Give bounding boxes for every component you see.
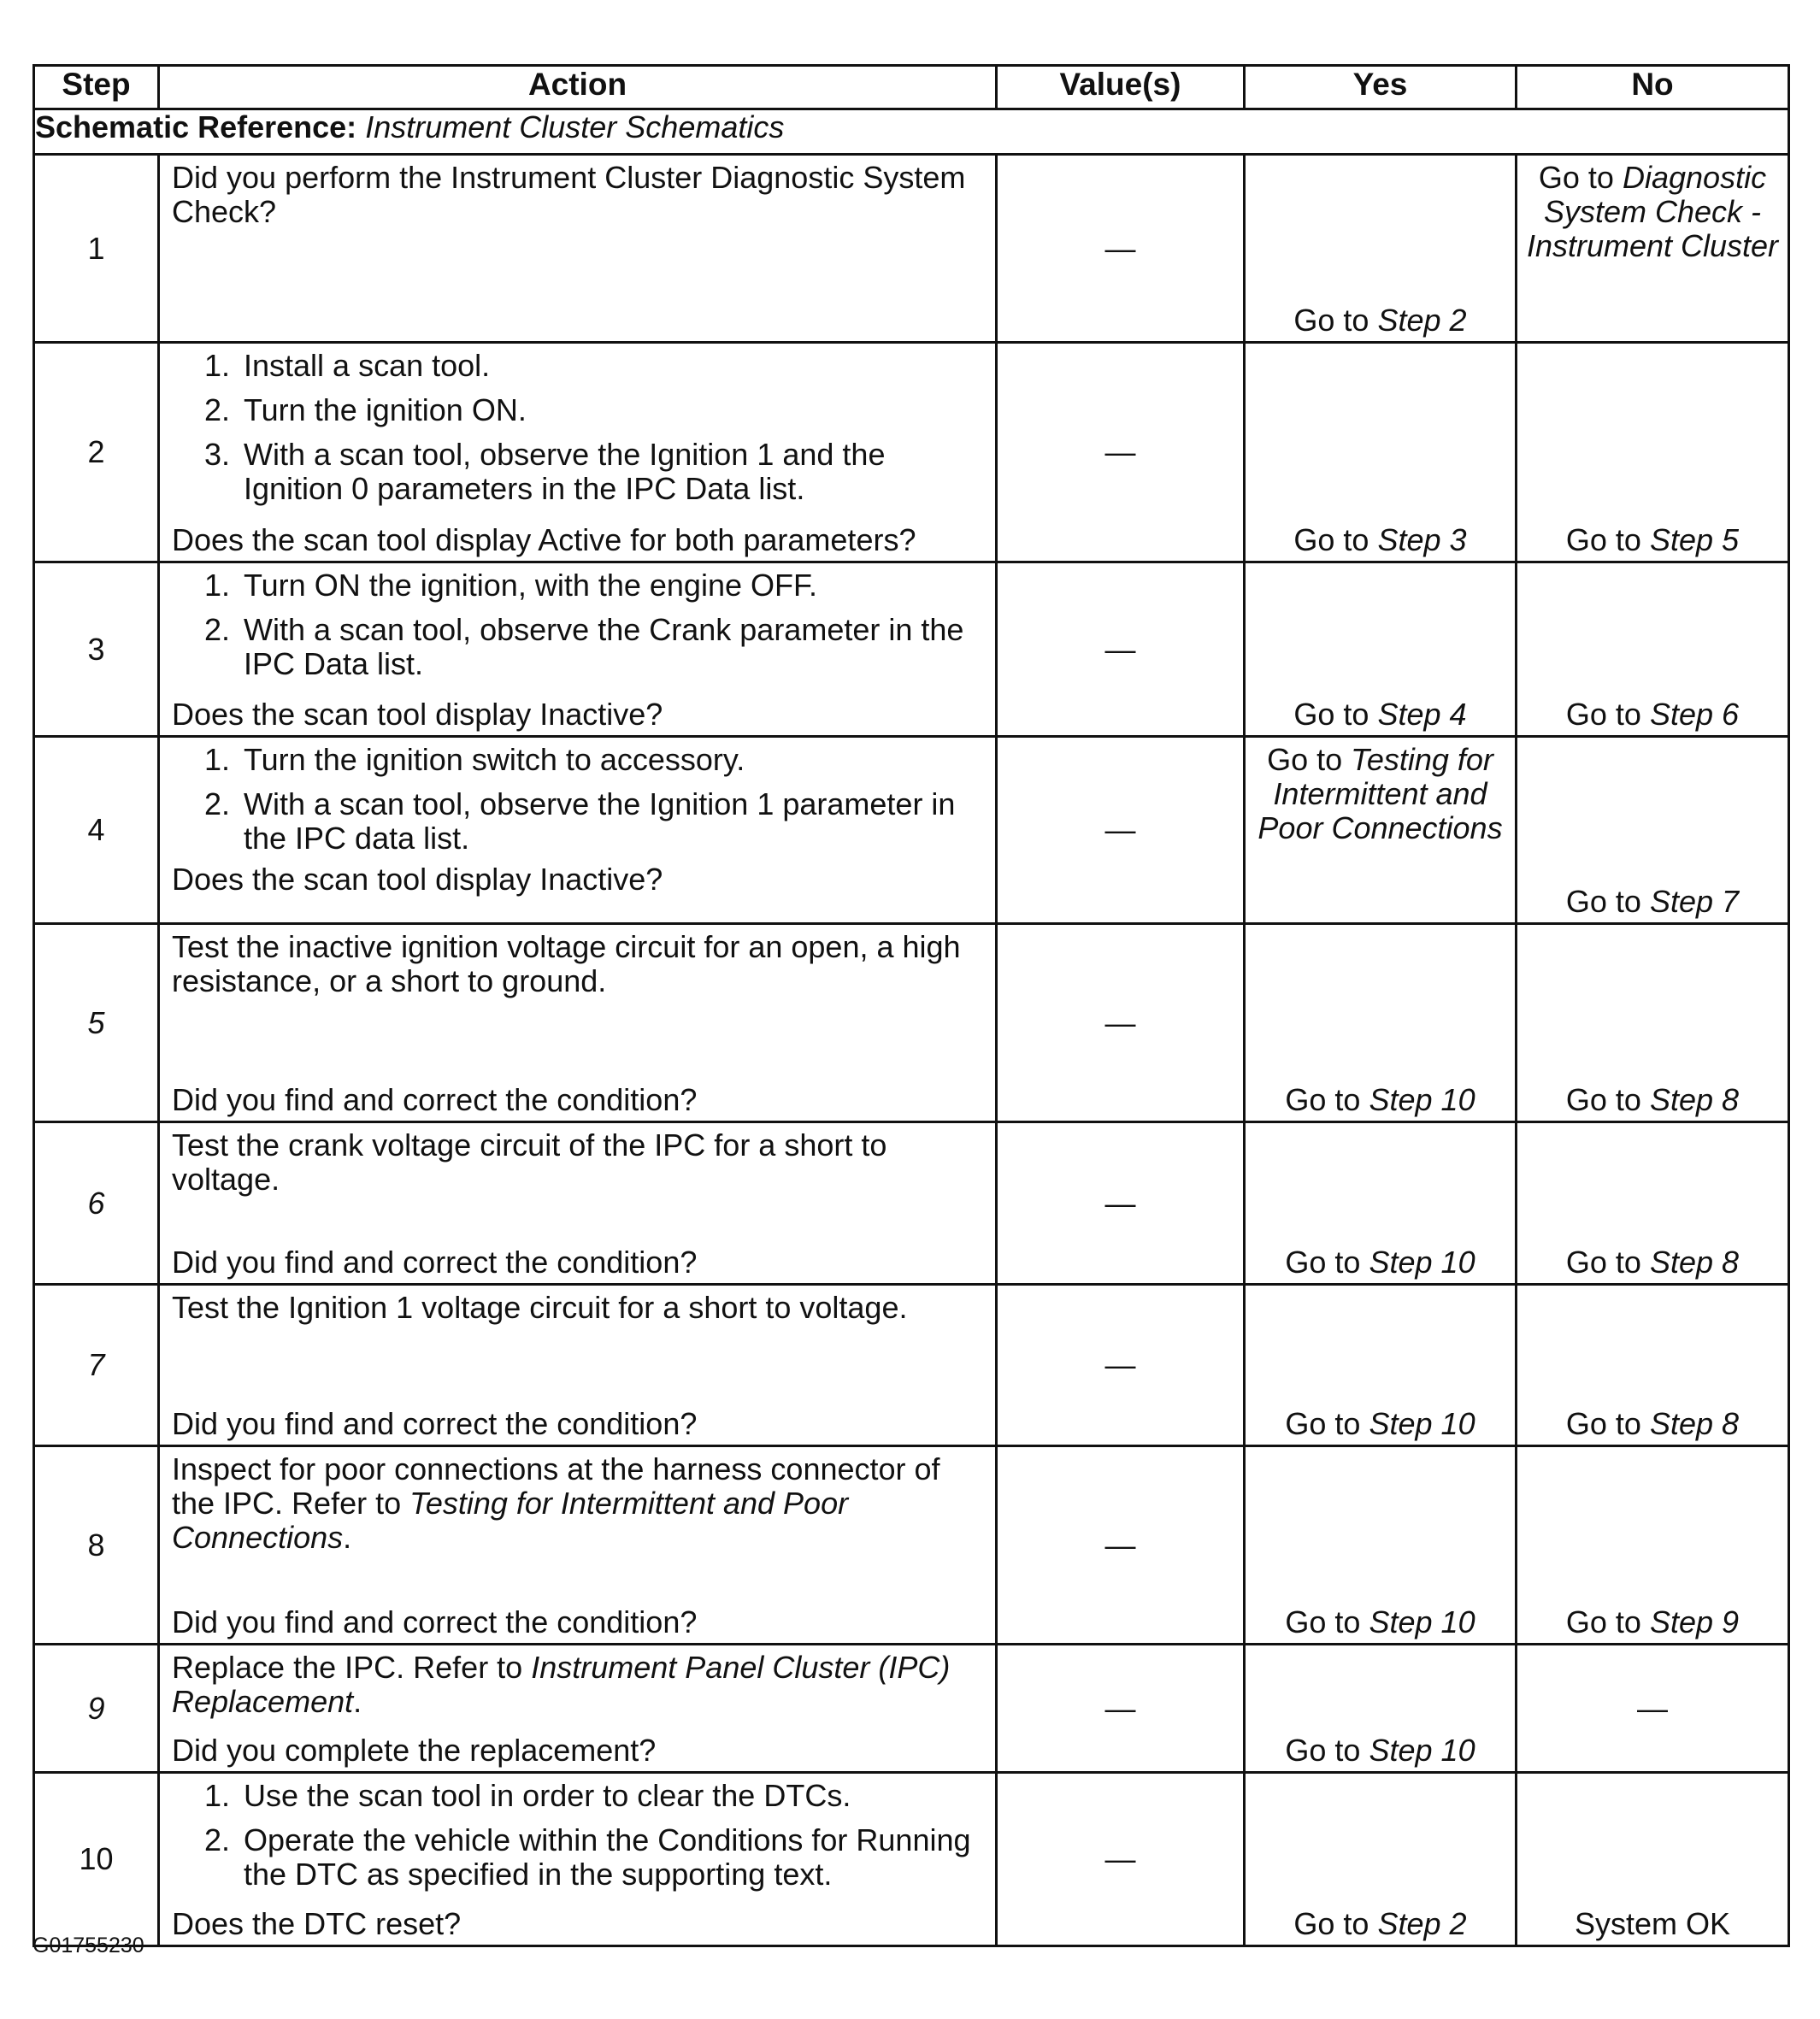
no-cell bbox=[1517, 1446, 1789, 1645]
no-result: System OK bbox=[1574, 1906, 1731, 1941]
value-dash: — bbox=[997, 562, 1245, 737]
yes-link[interactable]: Step 10 bbox=[1369, 1082, 1475, 1117]
yes-cell bbox=[1245, 155, 1517, 343]
table-row bbox=[34, 1285, 1789, 1446]
action-cell bbox=[159, 155, 997, 343]
schematic-reference-link[interactable]: Instrument Cluster Schematics bbox=[365, 109, 785, 144]
step-number: 3 bbox=[34, 562, 159, 737]
no-link[interactable]: Step 6 bbox=[1649, 697, 1740, 732]
action-list bbox=[172, 1779, 983, 1898]
no-prefix: Go to bbox=[1565, 884, 1641, 919]
no-prefix: Go to bbox=[1565, 1406, 1641, 1441]
step-number: 10 bbox=[34, 1773, 159, 1946]
yes-link[interactable]: Step 10 bbox=[1369, 1604, 1475, 1639]
header-yes: Yes bbox=[1245, 66, 1517, 109]
yes-prefix: Go to bbox=[1285, 1604, 1361, 1639]
step-number: 2 bbox=[34, 343, 159, 562]
yes-prefix: Go to bbox=[1293, 303, 1369, 338]
yes-prefix: Go to bbox=[1285, 1733, 1361, 1768]
figure-code: G01755230 bbox=[32, 1934, 144, 1957]
action-question: Did you find and correct the condition? bbox=[172, 1406, 698, 1441]
no-link[interactable]: Step 5 bbox=[1649, 522, 1740, 557]
step-number: 7 bbox=[34, 1285, 159, 1446]
action-question: Does the scan tool display Inactive? bbox=[172, 697, 663, 732]
yes-prefix: Go to bbox=[1285, 1245, 1361, 1280]
value-dash: — bbox=[997, 924, 1245, 1122]
yes-link[interactable]: Testing for Intermittent and Poor Connections bbox=[1258, 742, 1503, 845]
no-link[interactable]: Step 8 bbox=[1649, 1245, 1740, 1280]
yes-cell bbox=[1245, 1122, 1517, 1285]
value-dash: — bbox=[997, 737, 1245, 924]
action-question: Did you find and correct the condition? bbox=[172, 1245, 698, 1280]
table-row bbox=[34, 1645, 1789, 1773]
action-list-item: 2. Operate the vehicle within the Conditions for Running the DTC as specified in the supporting text. bbox=[239, 1823, 983, 1892]
no-prefix: Go to bbox=[1538, 160, 1614, 195]
no-prefix: Go to bbox=[1565, 1604, 1641, 1639]
no-prefix: Go to bbox=[1565, 1082, 1641, 1117]
no-link[interactable]: Diagnostic System Check - Instrument Cluster bbox=[1526, 160, 1779, 263]
value-dash: — bbox=[997, 1122, 1245, 1285]
value-dash: — bbox=[997, 155, 1245, 343]
action-ref-link[interactable]: Testing for Intermittent and Poor Connections bbox=[172, 1486, 849, 1555]
action-text-pre: Replace the IPC. Refer to bbox=[172, 1650, 523, 1685]
value-dash: — bbox=[997, 1285, 1245, 1446]
table-row bbox=[34, 1446, 1789, 1645]
action-question: Does the DTC reset? bbox=[172, 1906, 462, 1941]
action-list-item: 1. Turn the ignition switch to accessory. bbox=[239, 743, 983, 777]
action-question: Did you find and correct the condition? bbox=[172, 1082, 698, 1117]
yes-cell bbox=[1245, 562, 1517, 737]
action-list-item: 1. Use the scan tool in order to clear the DTCs. bbox=[239, 1779, 983, 1813]
no-prefix: Go to bbox=[1565, 1245, 1641, 1280]
header-step: Step bbox=[34, 66, 159, 109]
yes-cell bbox=[1245, 343, 1517, 562]
table-row bbox=[34, 924, 1789, 1122]
action-question: Does the scan tool display Active for both parameters? bbox=[172, 522, 916, 557]
action-cell bbox=[159, 1285, 997, 1446]
yes-prefix: Go to bbox=[1293, 1906, 1369, 1941]
no-cell bbox=[1517, 1285, 1789, 1446]
yes-link[interactable]: Step 4 bbox=[1377, 697, 1467, 732]
yes-link[interactable]: Step 2 bbox=[1377, 303, 1467, 338]
action-list bbox=[172, 349, 983, 513]
action-text-post: . bbox=[343, 1520, 352, 1555]
no-cell bbox=[1517, 562, 1789, 737]
header-action: Action bbox=[159, 66, 997, 109]
schematic-reference-label: Schematic Reference: bbox=[35, 109, 357, 144]
header-no: No bbox=[1517, 66, 1789, 109]
action-question: Did you find and correct the condition? bbox=[172, 1604, 698, 1639]
table-row bbox=[34, 1122, 1789, 1285]
action-cell bbox=[159, 924, 997, 1122]
no-link[interactable]: Step 7 bbox=[1649, 884, 1740, 919]
no-cell bbox=[1517, 1122, 1789, 1285]
table-row bbox=[34, 155, 1789, 343]
yes-cell bbox=[1245, 924, 1517, 1122]
action-cell bbox=[159, 737, 997, 924]
no-link[interactable]: Step 8 bbox=[1649, 1406, 1740, 1441]
yes-link[interactable]: Step 10 bbox=[1369, 1406, 1475, 1441]
schematic-reference-row bbox=[34, 109, 1789, 155]
no-prefix: Go to bbox=[1565, 697, 1641, 732]
no-cell bbox=[1517, 1773, 1789, 1946]
action-list-item: 1. Install a scan tool. bbox=[239, 349, 983, 383]
table-row bbox=[34, 737, 1789, 924]
action-text: Test the inactive ignition voltage circuit for an open, a high resistance, or a short to ground. bbox=[172, 929, 961, 998]
action-cell bbox=[159, 1645, 997, 1773]
action-cell bbox=[159, 1122, 997, 1285]
action-text bbox=[172, 1651, 983, 1719]
yes-cell bbox=[1245, 1285, 1517, 1446]
action-list-item: 3. With a scan tool, observe the Ignition 1 and the Ignition 0 parameters in the IPC Data list. bbox=[239, 438, 983, 506]
header-values: Value(s) bbox=[997, 66, 1245, 109]
yes-prefix: Go to bbox=[1293, 522, 1369, 557]
table-row bbox=[34, 343, 1789, 562]
yes-link[interactable]: Step 3 bbox=[1377, 522, 1467, 557]
value-dash: — bbox=[997, 1645, 1245, 1773]
yes-cell bbox=[1245, 1446, 1517, 1645]
step-number: 1 bbox=[34, 155, 159, 343]
no-cell bbox=[1517, 924, 1789, 1122]
no-link[interactable]: Step 8 bbox=[1649, 1082, 1740, 1117]
table-row bbox=[34, 562, 1789, 737]
action-question: Does the scan tool display Inactive? bbox=[172, 862, 663, 897]
step-number: 5 bbox=[34, 924, 159, 1122]
step-number: 4 bbox=[34, 737, 159, 924]
action-list-item: 2. With a scan tool, observe the Ignition 1 parameter in the IPC data list. bbox=[239, 787, 983, 856]
diagnostic-table bbox=[32, 64, 1790, 1947]
no-link[interactable]: Step 9 bbox=[1649, 1604, 1740, 1639]
action-list-item: 1. Turn ON the ignition, with the engine OFF. bbox=[239, 568, 983, 603]
yes-link[interactable]: Step 10 bbox=[1369, 1733, 1475, 1768]
action-text-pre: Inspect for poor connections at the harness connector of the IPC. Refer to bbox=[172, 1451, 940, 1521]
yes-cell bbox=[1245, 1773, 1517, 1946]
no-prefix: Go to bbox=[1565, 522, 1641, 557]
yes-link[interactable]: Step 10 bbox=[1369, 1245, 1475, 1280]
value-dash: — bbox=[997, 1773, 1245, 1946]
value-dash: — bbox=[997, 1446, 1245, 1645]
yes-prefix: Go to bbox=[1267, 742, 1343, 777]
step-number: 6 bbox=[34, 1122, 159, 1285]
action-text bbox=[172, 1452, 983, 1555]
yes-cell bbox=[1245, 1645, 1517, 1773]
action-cell bbox=[159, 1773, 997, 1946]
no-cell bbox=[1517, 737, 1789, 924]
action-text: Test the crank voltage circuit of the IPC for a short to voltage. bbox=[172, 1127, 887, 1197]
table-row bbox=[34, 1773, 1789, 1946]
step-number: 9 bbox=[34, 1645, 159, 1773]
action-list bbox=[172, 568, 983, 688]
action-list-item: 2. With a scan tool, observe the Crank parameter in the IPC Data list. bbox=[239, 613, 983, 681]
no-dash: — bbox=[1637, 1690, 1668, 1726]
action-cell bbox=[159, 343, 997, 562]
yes-prefix: Go to bbox=[1285, 1406, 1361, 1441]
action-cell bbox=[159, 562, 997, 737]
yes-prefix: Go to bbox=[1285, 1082, 1361, 1117]
action-cell bbox=[159, 1446, 997, 1645]
value-dash: — bbox=[997, 343, 1245, 562]
yes-link[interactable]: Step 2 bbox=[1377, 1906, 1467, 1941]
action-text: Test the Ignition 1 voltage circuit for a short to voltage. bbox=[172, 1290, 908, 1325]
no-cell bbox=[1517, 343, 1789, 562]
action-list-item: 2. Turn the ignition ON. bbox=[239, 393, 983, 427]
action-text: Did you perform the Instrument Cluster Diagnostic System Check? bbox=[172, 160, 966, 229]
action-question: Did you complete the replacement? bbox=[172, 1733, 657, 1768]
action-list bbox=[172, 743, 983, 862]
no-cell bbox=[1517, 1645, 1789, 1773]
action-text-post: . bbox=[353, 1684, 362, 1719]
step-number: 8 bbox=[34, 1446, 159, 1645]
yes-cell bbox=[1245, 737, 1517, 924]
yes-prefix: Go to bbox=[1293, 697, 1369, 732]
schematic-reference bbox=[34, 109, 1789, 155]
no-cell bbox=[1517, 155, 1789, 343]
action-ref-link[interactable]: Instrument Panel Cluster (IPC) Replacement bbox=[172, 1650, 951, 1719]
header-row bbox=[34, 66, 1789, 109]
